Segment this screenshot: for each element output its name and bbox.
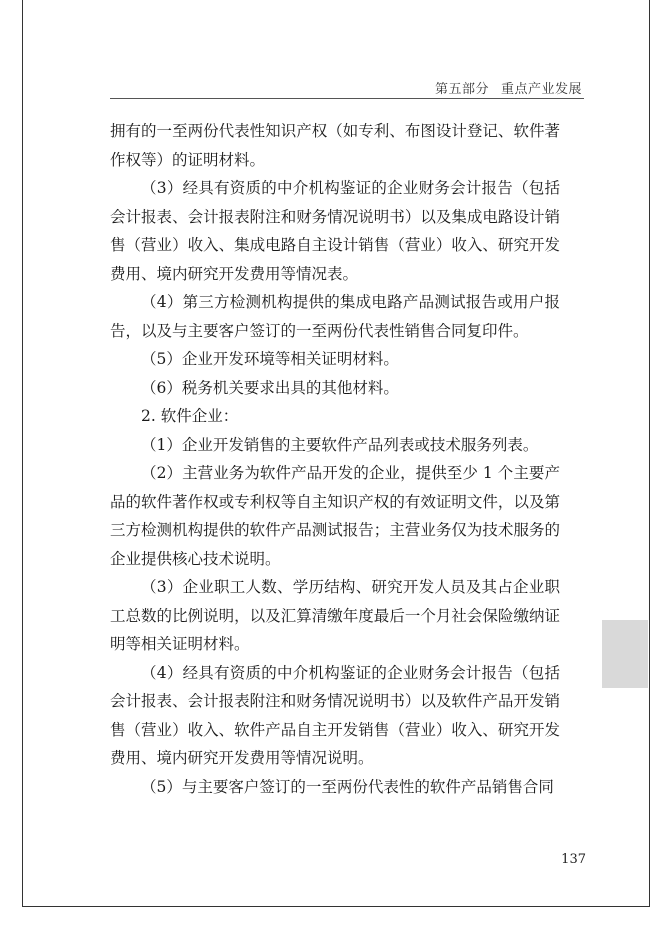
paragraph-ic-5: （5）企业开发环境等相关证明材料。	[141, 350, 399, 368]
paragraph-sw-2: （2）主营业务为软件产品开发的企业，提供至少 1 个主要产品的软件著作权或专利权等自主知识产权的有效证明文件，以及第三方检测机构提供的软件产品测试报告；主营业务仅为技术服务的企业提供核心技术说明。	[110, 464, 560, 568]
paragraph-ic-3: （3）经具有资质的中介机构鉴证的企业财务会计报告（包括会计报表、会计报表附注和财务情况说明书）以及集成电路设计销售（营业）收入、集成电路自主设计销售（营业）收入、研究开发费用、境内研究开发费用等情况表。	[110, 179, 560, 283]
header-section: 重点产业发展	[500, 82, 582, 97]
body-text	[110, 117, 560, 801]
page-number: 137	[561, 852, 586, 867]
paragraph-sw-5: （5）与主要客户签订的一至两份代表性的软件产品销售合同	[141, 777, 554, 796]
section-heading-software: 2. 软件企业：	[141, 407, 239, 425]
paragraph-ic-4: （4）第三方检测机构提供的集成电路产品测试报告或用户报告，以及与主要客户签订的一至两份代表性销售合同复印件。	[110, 293, 560, 340]
paragraph-sw-1: （1）企业开发销售的主要软件产品列表或技术服务列表。	[141, 435, 539, 454]
paragraph-ic-6: （6）税务机关要求出具的其他材料。	[141, 378, 399, 397]
paragraph-sw-4: （4）经具有资质的中介机构鉴证的企业财务会计报告（包括会计报表、会计报表附注和财务情况说明书）以及软件产品开发销售（营业）收入、软件产品自主开发销售（营业）收入、研究开发费用、境内研究开发费用等情况说明。	[110, 663, 560, 767]
chapter-tab-marker	[602, 620, 648, 688]
paragraph-sw-3: （3）企业职工人数、学历结构、研究开发人员及其占企业职工总数的比例说明，以及汇算清缴年度最后一个月社会保险缴纳证明等相关证明材料。	[110, 578, 560, 653]
paragraph-continued: 拥有的一至两份代表性知识产权（如专利、布图设计登记、软件著作权等）的证明材料。	[110, 122, 560, 169]
header-part: 第五部分	[434, 82, 489, 97]
running-header	[435, 78, 582, 97]
header-rule	[110, 98, 584, 99]
